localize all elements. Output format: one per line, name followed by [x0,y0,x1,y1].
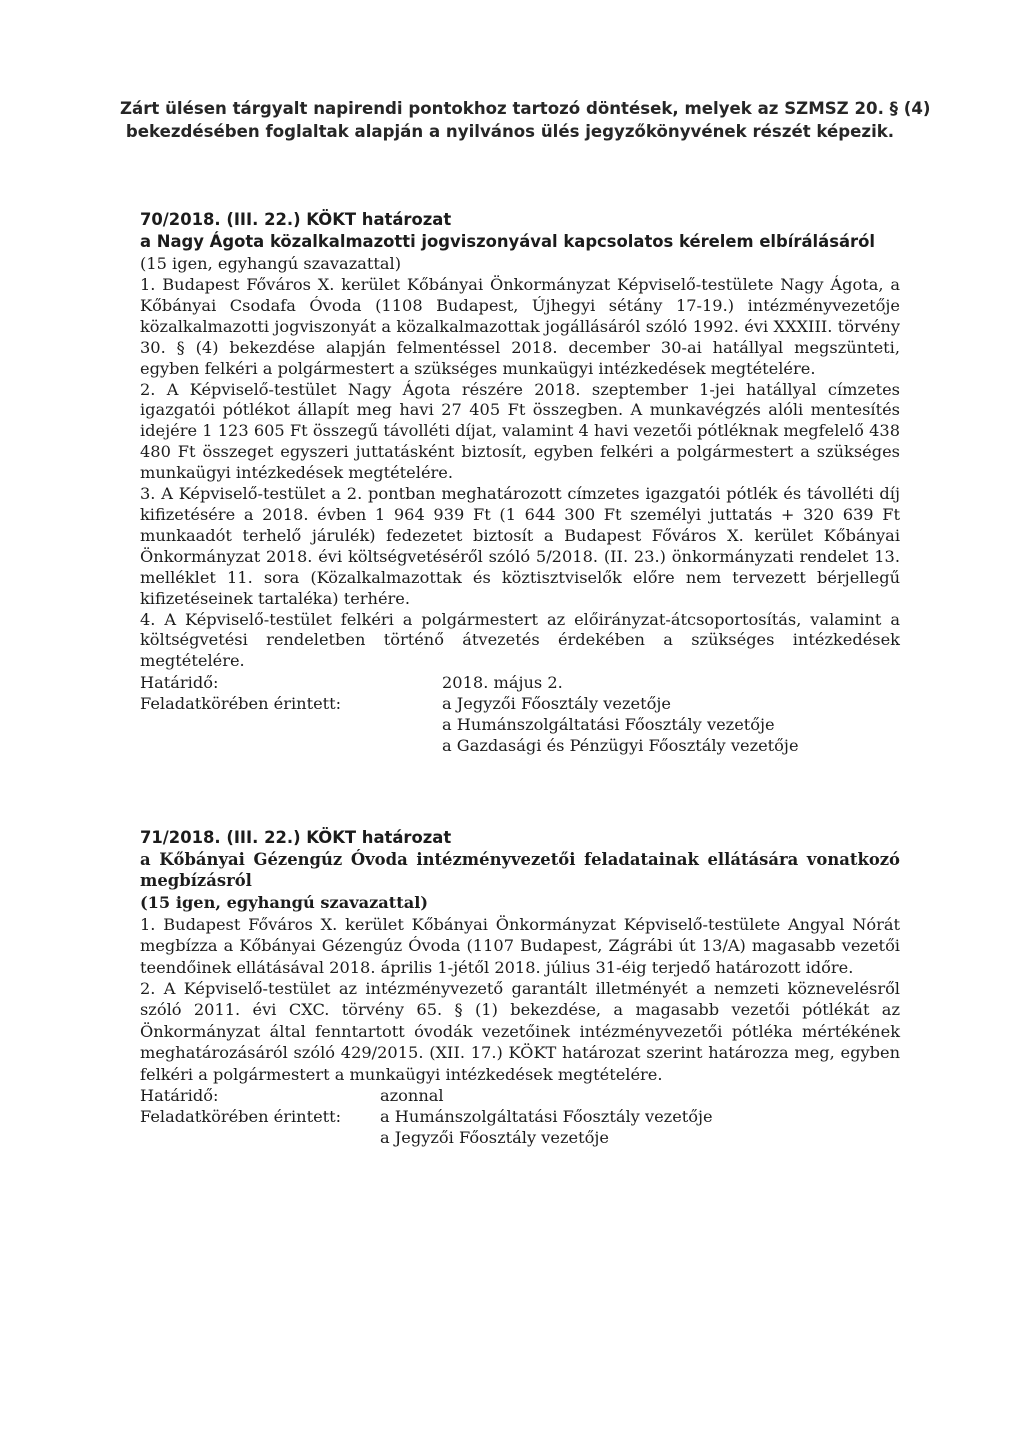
deadline-label: Határidő: [140,1086,219,1106]
responsible-row [140,1106,900,1127]
responsible-label: Feladatkörében érintett: [140,1107,342,1127]
page-header [120,97,931,143]
decision-number: 71/2018. (III. 22.) KÖKT határozat [140,828,452,847]
header-line-2: bekezdésében foglaltak alapján a nyilvános ülés jegyzőkönyvének részét képezik. [125,122,895,141]
deadline-value: 2018. május 2. [442,673,563,693]
header-line-1: Zárt ülésen tárgyalt napirendi pontokhoz tartozó döntések, melyek az SZMSZ 20. § (4) [120,99,931,118]
deadline-row [140,1085,900,1106]
responsible-item: a Humánszolgáltatási Főosztály vezetője [442,715,775,735]
decision-subject: a Kőbányai Gézengúz Óvoda intézményvezetői feladatainak ellátására vonatkozó megbízásról [140,850,900,891]
deadline-label: Határidő: [140,673,219,693]
responsible-label: Feladatkörében érintett: [140,694,342,714]
decision-71-2018 [140,826,900,1148]
decision-70-2018 [140,208,900,756]
decision-point-4: 4. A Képviselő-testület felkéri a polgármestert az előirányzat-átcsoportosítás, valamint a költségvetési rendeletben történő átvezetés érdekében a szükséges intézkedések megtételére. [140,609,900,671]
decision-number: 70/2018. (III. 22.) KÖKT határozat [140,210,452,229]
decision-point-2: 2. A Képviselő-testület Nagy Ágota részére 2018. szeptember 1-jei hatállyal címzetes igazgatói pótlékot állapít meg havi 27 405 Ft összegben. A munkavégzés alóli mentesítés idejére 1 123 605 Ft összegű távolléti díjat, valamint 4 havi vezetői pótléknak megfelelő 438 480 Ft összeget egyszeri juttatásként biztosít, egyben felkéri a polgármestert a szükséges munkaügyi intézkedések megtételére. [140,379,900,483]
decision-point-3: 3. A Képviselő-testület a 2. pontban meghatározott címzetes igazgatói pótlék és távolléti díj kifizetésére a 2018. évben 1 964 939 Ft (1 644 300 Ft személyi juttatás + 320 639 Ft munkaadót terhelő járulék) fedezetet biztosít a Budapest Főváros X. kerület Kőbányai Önkormányzat 2018. évi költségvetéséről szóló 5/2018. (II. 23.) önkormányzati rendelet 13. melléklet 11. sora (Közalkalmazottak és köztisztviselők előre nem tervezett bérjellegű kifizetéseinek tartaléka) terhére. [140,484,900,608]
decision-vote: (15 igen, egyhangú szavazattal) [140,892,429,912]
decision-point-1: 1. Budapest Főváros X. kerület Kőbányai Önkormányzat Képviselő-testülete Nagy Ágota, a Kőbányai Csodafa Óvoda (1108 Budapest, Újhegyi sétány 17-19.) intézményvezetője közalkalmazotti jogviszonyát a közalkalmazottak jogállásáról szóló 1992. évi XXXIII. törvény 30. § (4) bekezdése alapján felmentéssel 2018. december 30-ai hatállyal megszünteti, egyben felkéri a polgármestert a szükséges munkaügyi intézkedések megtételére. [140,275,900,378]
decision-body [140,275,900,672]
responsible-item: a Jegyzői Főosztály vezetője [380,1128,609,1148]
decision-vote: (15 igen, egyhangú szavazattal) [140,254,402,273]
responsible-row [140,714,900,735]
decision-body [140,914,900,1085]
responsible-item: a Gazdasági és Pénzügyi Főosztály vezetője [442,736,799,756]
responsible-row [140,735,900,756]
responsible-item: a Humánszolgáltatási Főosztály vezetője [380,1107,713,1127]
decision-point-2: 2. A Képviselő-testület az intézményvezető garantált illetményét a nemzeti köznevelésről szóló 2011. évi CXC. törvény 65. § (1) bekezdése, a magasabb vezetői pótlékát az Önkormányzat által fenntartott óvodák vezetőinek intézményvezetői pótléka mértékének meghatározásáról szóló 429/2015. (XII. 17.) KÖKT határozat szerint határozza meg, egyben felkéri a polgármestert a munkaügyi intézkedések megtételére. [140,979,900,1084]
deadline-value: azonnal [380,1086,444,1106]
deadline-row [140,672,900,693]
decision-point-1: 1. Budapest Főváros X. kerület Kőbányai Önkormányzat Képviselő-testülete Angyal Nórát megbízza a Kőbányai Gézengúz Óvoda (1107 Budapest, Zágrábi út 13/A) magasabb vezetői teendőinek ellátásával 2018. április 1-jétől 2018. július 31-éig terjedő határozott időre. [140,914,900,977]
decision-subject: a Nagy Ágota közalkalmazotti jogviszonyával kapcsolatos kérelem elbírálásáról [140,232,876,251]
responsible-item: a Jegyzői Főosztály vezetője [442,694,671,714]
responsible-row [140,693,900,714]
responsible-row [140,1127,900,1148]
